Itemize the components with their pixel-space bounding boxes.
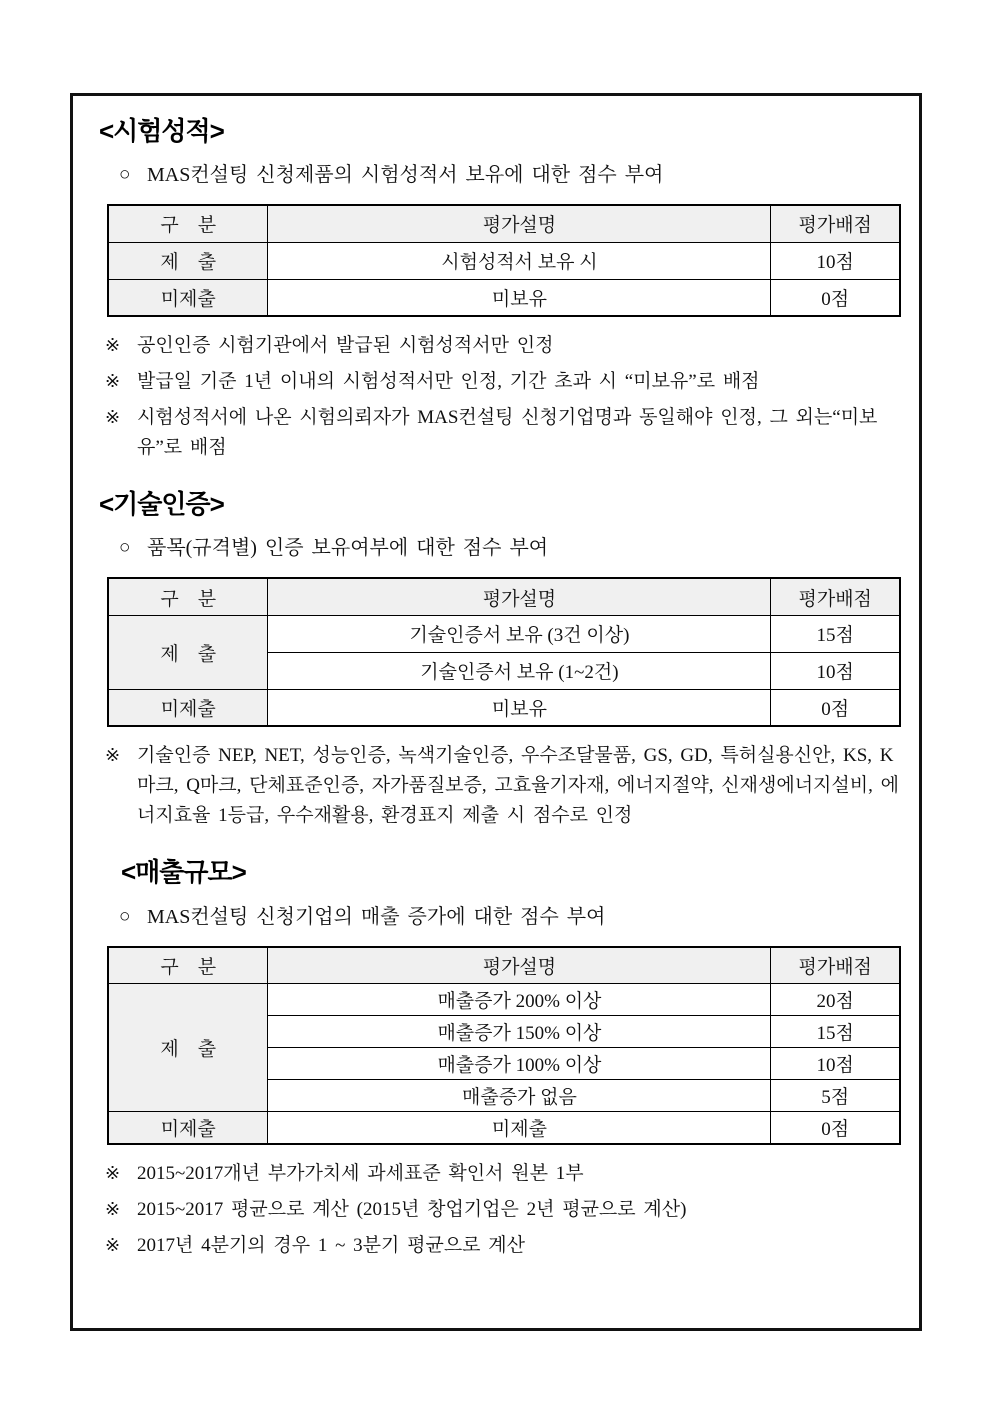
cell-points: 5점: [771, 1080, 900, 1112]
bullet-text: MAS컨설팅 신청기업의 매출 증가에 대한 점수 부여: [147, 905, 606, 928]
cell-points: 0점: [771, 689, 900, 726]
footnote: [105, 1159, 903, 1189]
footnote: [105, 367, 903, 397]
footnote-text: 발급일 기준 1년 이내의 시험성적서만 인정, 기간 초과 시 “미보유”로 배점: [137, 371, 760, 393]
cell-points: 0점: [771, 279, 900, 316]
cell-category: 미제출: [108, 1112, 268, 1145]
cell-points: 15점: [771, 615, 900, 652]
cell-category: 미제출: [108, 279, 268, 316]
section-test-score: [99, 116, 903, 463]
tech-certification-table: [107, 577, 901, 727]
cell-category: 미제출: [108, 689, 268, 726]
footnote: [105, 741, 903, 831]
column-header-category: 구 분: [108, 578, 268, 615]
reference-mark-icon: ※: [105, 1199, 121, 1220]
footnote-text: 2015~2017 평균으로 계산 (2015년 창업기업은 2년 평균으로 계산): [137, 1199, 687, 1221]
footnote-text: 시험성적서에 나온 시험의뢰자가 MAS컨설팅 신청기업명과 동일해야 인정, 그 외는“미보유”로 배점: [137, 407, 878, 459]
section-sales-scale: [99, 857, 903, 1261]
column-header-description: 평가설명: [268, 578, 771, 615]
reference-mark-icon: ※: [105, 407, 121, 428]
reference-mark-icon: ※: [105, 1163, 121, 1184]
reference-mark-icon: ※: [105, 1235, 121, 1256]
cell-description: 기술인증서 보유 (3건 이상): [268, 615, 771, 652]
sales-scale-table: [107, 946, 901, 1146]
cell-category-submit: 제 출: [108, 615, 268, 689]
bullet-text: 품목(규격별) 인증 보유여부에 대한 점수 부여: [147, 537, 549, 560]
page-border-frame: [70, 93, 922, 1331]
table-row: [108, 984, 900, 1016]
cell-points: 10점: [771, 1048, 900, 1080]
circle-bullet-icon: ○: [119, 905, 131, 927]
bullet-line: [119, 903, 903, 932]
footnote-text: 2017년 4분기의 경우 1 ~ 3분기 평균으로 계산: [137, 1235, 525, 1257]
cell-points: 0점: [771, 1112, 900, 1145]
circle-bullet-icon: ○: [119, 537, 131, 559]
column-header-points: 평가배점: [771, 205, 900, 242]
column-header-points: 평가배점: [771, 947, 900, 984]
bullet-text: MAS컨설팅 신청제품의 시험성적서 보유에 대한 점수 부여: [147, 164, 664, 187]
cell-points: 15점: [771, 1016, 900, 1048]
table-row: [108, 689, 900, 726]
column-header-category: 구 분: [108, 205, 268, 242]
cell-description: 매출증가 200% 이상: [268, 984, 771, 1016]
column-header-description: 평가설명: [268, 947, 771, 984]
bullet-line: [119, 534, 903, 563]
cell-category: 제 출: [108, 242, 268, 279]
reference-mark-icon: ※: [105, 371, 121, 392]
table-row: [108, 242, 900, 279]
footnote: [105, 403, 903, 463]
cell-points: 10점: [771, 652, 900, 689]
section-title-tech-certification: <기술인증>: [99, 489, 224, 520]
cell-points: 10점: [771, 242, 900, 279]
cell-description: 매출증가 없음: [268, 1080, 771, 1112]
footnote: [105, 331, 903, 361]
cell-points: 20점: [771, 984, 900, 1016]
section-title-test-score: <시험성적>: [99, 116, 224, 146]
table-row: [108, 1112, 900, 1145]
footnote: [105, 1195, 903, 1225]
bullet-line: [119, 161, 903, 190]
table-header-row: [108, 205, 900, 242]
cell-description: 기술인증서 보유 (1~2건): [268, 652, 771, 689]
reference-mark-icon: ※: [105, 745, 121, 766]
footnotes: [105, 741, 903, 831]
circle-bullet-icon: ○: [119, 164, 131, 186]
footnote-text: 공인인증 시험기관에서 발급된 시험성적서만 인정: [137, 335, 554, 357]
footnote-text: 2015~2017개년 부가가치세 과세표준 확인서 원본 1부: [137, 1163, 584, 1185]
reference-mark-icon: ※: [105, 335, 121, 356]
column-header-category: 구 분: [108, 947, 268, 984]
cell-description: 미제출: [268, 1112, 771, 1145]
footnote-text: 기술인증 NEP, NET, 성능인증, 녹색기술인증, 우수조달물품, GS, GD, 특허실용신안, KS, K마크, Q마크, 단체표준인증, 자가품질보증, 고효율기자재, 에너지절약, 신재생에너지설비, 에너지효율 1등급, 우수재활용, 환경표지 제출 시 점수로 인정: [137, 745, 899, 827]
section-title-sales-scale: <매출규모>: [121, 857, 246, 888]
cell-category-submit: 제 출: [108, 984, 268, 1112]
cell-description: 시험성적서 보유 시: [268, 242, 771, 279]
column-header-description: 평가설명: [268, 205, 771, 242]
cell-description: 매출증가 100% 이상: [268, 1048, 771, 1080]
table-row: [108, 279, 900, 316]
table-header-row: [108, 947, 900, 984]
footnotes: [105, 1159, 903, 1261]
cell-description: 미보유: [268, 689, 771, 726]
cell-description: 미보유: [268, 279, 771, 316]
test-score-table: [107, 204, 901, 317]
cell-description: 매출증가 150% 이상: [268, 1016, 771, 1048]
column-header-points: 평가배점: [771, 578, 900, 615]
table-row: [108, 615, 900, 652]
footnote: [105, 1231, 903, 1261]
table-header-row: [108, 578, 900, 615]
section-tech-certification: [99, 489, 903, 831]
footnotes: [105, 331, 903, 463]
